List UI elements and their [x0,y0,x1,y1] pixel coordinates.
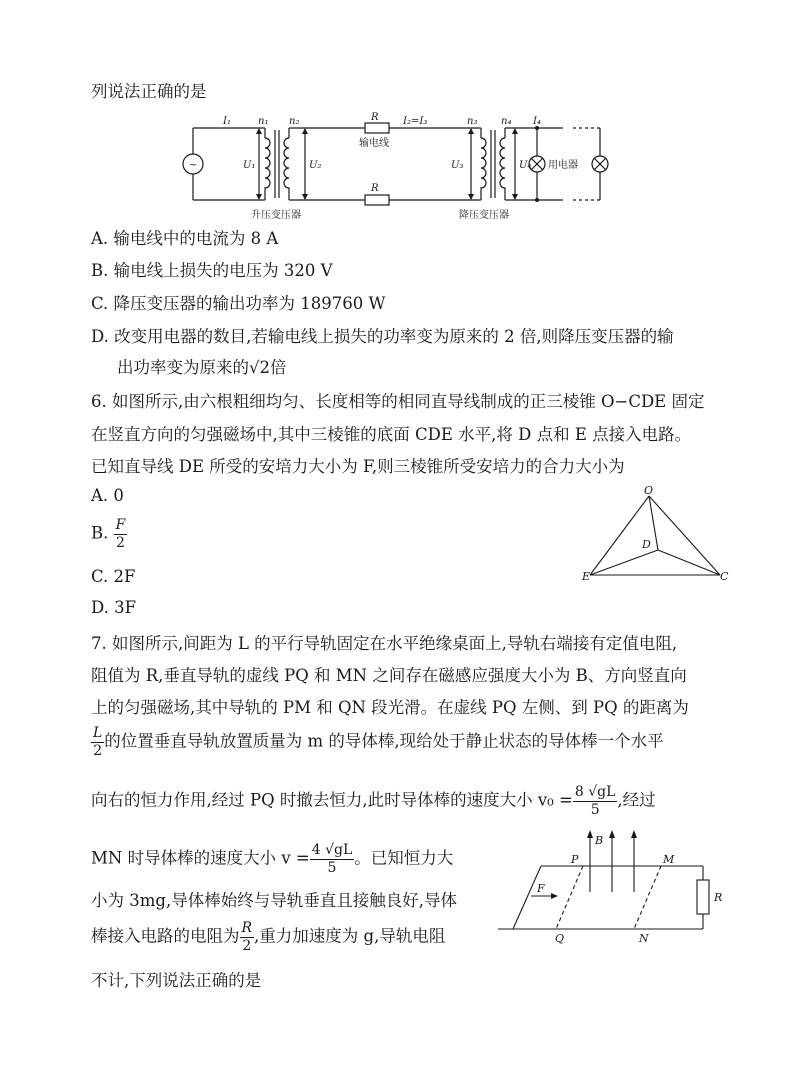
transmission-circuit-diagram [175,110,625,225]
q7-stem-line9: 不计,下列说法正确的是 [91,971,262,990]
q7-line5-tail: ,经过 [617,790,656,810]
q7-line6-tail: 。已知恒力大 [354,848,454,868]
resistor-r-icon [697,880,709,914]
label-step-down: 降压变压器 [459,210,509,221]
resistor-bottom-icon [365,195,389,205]
label-step-up: 升压变压器 [251,210,301,221]
q5-intro: 列说法正确的是 [91,82,207,101]
q7-stem-line8 [91,920,445,954]
q6-option-d: D. 3F [91,598,137,617]
q7-fraction-l-over-2 [91,725,104,759]
vertex-o: O [644,484,654,497]
q7-line5-text: 向右的恒力作用,经过 PQ 时撤去恒力,此时导体棒的速度大小 v₀ = [91,790,573,810]
fraction-denominator: 2 [242,938,252,955]
label-u2: U₂ [309,160,322,171]
q7-stem-line4 [91,725,664,759]
label-i1: I₁ [223,116,231,127]
q5-option-b: B. 输电线上损失的电压为 320 V [91,261,333,280]
q5-option-d-line1: D. 改变用电器的数目,若输电线上损失的功率变为原来的 2 倍,则降压变压器的输 [91,327,674,346]
q5-option-d-line2 [117,360,287,377]
q7-stem-line5 [91,784,656,818]
label-load: 用电器 [548,160,578,171]
label-n3: n₃ [467,116,478,127]
label-n: N [639,932,649,945]
label-n1: n₁ [258,116,269,127]
q5-option-c: C. 降压变压器的输出功率为 189760 W [91,294,386,313]
q7-line4-text: 的位置垂直导轨放置质量为 m 的导体棒,现给处于静止状态的导体棒一个水平 [104,731,664,751]
q7-fraction-v [310,842,355,876]
q7-stem-line2: 阻值为 R,垂直导轨的虚线 PQ 和 MN 之间存在磁感应强度大小为 B、方向竖直向 [91,666,687,685]
q7-fraction-r-over-2 [240,920,255,954]
vertex-c: C [720,570,729,583]
q5-option-d-tail: 倍 [270,358,287,377]
q7-stem-line3: 上的匀强磁场,其中导轨的 PM 和 QN 段光滑。在虚线 PQ 左侧、到 PQ 的距离为 [91,698,689,717]
rail-magnetic-field-diagram [493,826,738,950]
q7-line6-text: MN 时导体棒的速度大小 v = [91,848,310,868]
q6-option-b-fraction [114,517,128,551]
label-i2-eq-i3: I₂=I₃ [403,116,428,127]
q7-stem-line6 [91,842,453,876]
q6-option-b-prefix: B. [91,523,114,543]
q7-stem-line7: 小为 3mg,导体棒始终与导轨垂直且接触良好,导体 [91,891,457,910]
label-r: R [714,891,723,904]
q6-stem-line2: 在竖直方向的匀强磁场中,其中三棱锥的底面 CDE 水平,将 D 点和 E 点接入电路。 [91,425,692,444]
fraction-denominator: 5 [327,860,337,877]
label-n4: n₄ [501,116,512,127]
q6-option-b [91,517,127,551]
label-r-bottom: R [371,183,379,194]
q6-option-c: C. 2F [91,567,136,586]
fraction-denominator: 5 [590,802,600,819]
fraction-denominator: 2 [116,535,125,552]
fraction-numerator: R [240,920,255,938]
q6-option-a: A. 0 [91,486,124,505]
label-u4: U₄ [519,160,532,171]
pyramid-diagram [580,484,730,584]
label-q: Q [555,932,565,945]
q5-option-d-text: 出功率变为原来的 [117,358,249,377]
label-m: M [663,853,675,866]
fraction-numerator: 8 √gL [573,784,618,802]
fraction-denominator: 2 [93,743,103,760]
q7-line8-post: ,重力加速度为 g,导轨电阻 [254,926,446,946]
label-u1: U₁ [243,160,256,171]
q7-stem-line1: 7. 如图所示,间距为 L 的平行导轨固定在水平绝缘桌面上,导轨右端接有定值电阻, [91,634,678,653]
vertex-e: E [582,570,591,583]
label-r-top: R [371,112,379,123]
q5-option-a: A. 输电线中的电流为 8 A [91,229,279,248]
ac-symbol: ~ [189,160,198,171]
resistor-top-icon [365,123,389,133]
sqrt2: √2 [249,358,271,377]
fraction-numerator: L [91,725,104,743]
q7-fraction-v0 [573,784,618,818]
q6-stem-line1: 6. 如图所示,由六根粗细均匀、长度相等的相同直导线制成的正三棱锥 O−CDE 固定 [91,392,705,411]
label-b: B [595,834,604,847]
label-n2: n₂ [289,116,300,127]
label-u3: U₃ [451,160,464,171]
label-i4: I₄ [533,116,541,127]
q6-stem-line3: 已知直导线 DE 所受的安培力大小为 F,则三棱锥所受安培力的合力大小为 [91,457,625,476]
fraction-numerator: 4 √gL [310,842,355,860]
vertex-d: D [642,538,651,551]
label-transmission-line: 输电线 [359,138,389,149]
label-f: F [537,882,545,895]
fraction-numerator: F [114,517,128,535]
q7-line8-pre: 棒接入电路的电阻为 [91,926,240,946]
label-p: P [571,853,579,866]
